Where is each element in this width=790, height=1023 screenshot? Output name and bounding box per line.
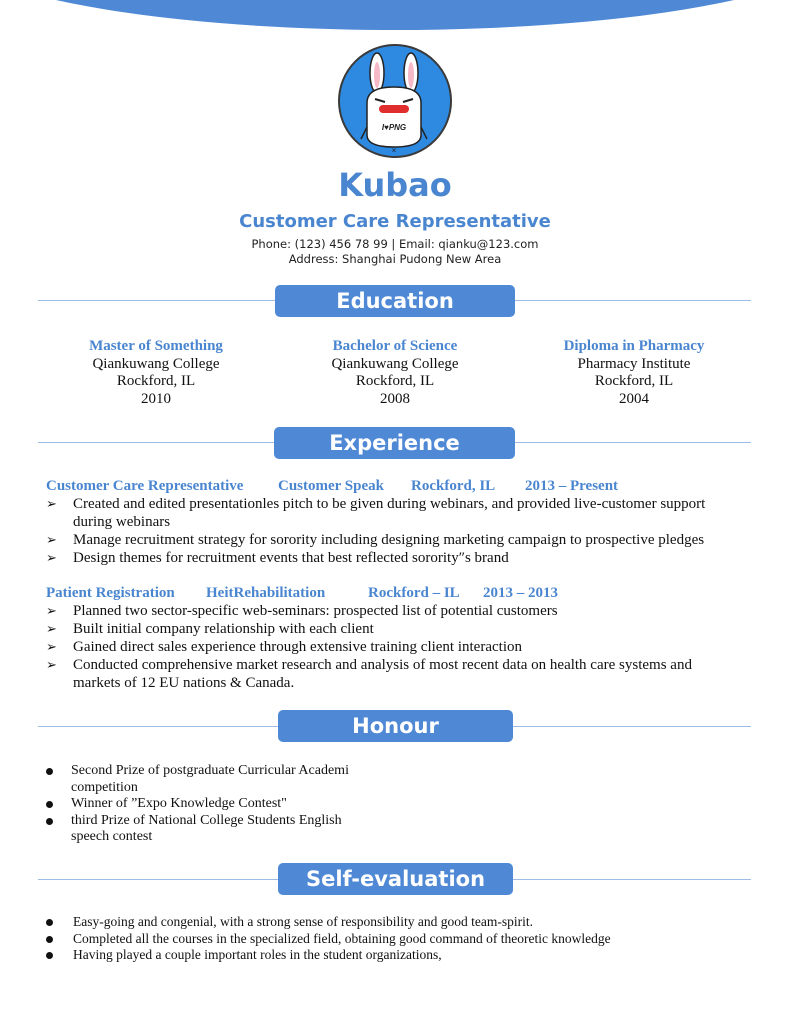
list-item: Completed all the courses in the specialized field, obtaining good command of theoretic knowledge [46, 931, 746, 948]
education-year: 2004 [619, 390, 649, 407]
bullet-dot-icon [46, 952, 53, 959]
candidate-name: Kubao [338, 166, 452, 204]
arrow-bullet-icon: ➢ [46, 496, 57, 511]
honour-list [46, 763, 366, 846]
education-location: Rockford, IL [355, 373, 435, 389]
education-degree: Bachelor of Science [332, 338, 458, 354]
job-location: Rockford – IL [368, 585, 460, 601]
arrow-bullet-icon: ➢ [46, 621, 57, 636]
self-evaluation-heading: Self-evaluation [278, 863, 513, 895]
job-company: Customer Speak [278, 478, 384, 494]
list-item: Winner of ”Expo Knowledge Contest" [46, 796, 366, 813]
address-line: Address: Shanghai Pudong New Area [288, 252, 502, 266]
job-header [46, 477, 746, 495]
education-location: Rockford, IL [594, 373, 674, 389]
education-location: Rockford, IL [116, 373, 196, 389]
job-role: Patient Registration [46, 585, 175, 601]
bullet-dot-icon [46, 801, 53, 808]
education-year: 2008 [380, 390, 410, 407]
education-school: Qiankuwang College [92, 355, 220, 372]
job-bullet-list [46, 602, 736, 692]
avatar-badge-text: I♥PNG [381, 123, 407, 132]
list-item: Easy-going and congenial, with a strong sense of responsibility and good team-spirit. [46, 914, 746, 931]
list-item: third Prize of National College Students English speech contest [46, 813, 366, 846]
experience-heading: Experience [274, 427, 515, 459]
avatar [337, 43, 453, 159]
list-item: ➢ Design themes for recruitment events that best reflected sorority″s brand [46, 550, 509, 566]
education-degree: Master of Something [89, 338, 223, 354]
avatar-mark-text: × [391, 146, 397, 155]
list-item: ➢ Manage recruitment strategy for sorority including designing marketing campaign to prospective pledges [46, 532, 705, 548]
arrow-bullet-icon: ➢ [46, 657, 57, 672]
list-item: Second Prize of postgraduate Curricular Academi competition [46, 763, 366, 796]
education-item [514, 338, 754, 408]
job-dates: 2013 – 2013 [483, 585, 558, 601]
honour-heading: Honour [278, 710, 513, 742]
list-item: ➢ Built initial company relationship with each client [46, 621, 374, 637]
bullet-dot-icon [46, 936, 53, 943]
bullet-dot-icon [46, 818, 53, 825]
education-item [275, 338, 515, 408]
job-bullet-list [46, 495, 736, 567]
education-item [36, 338, 276, 408]
job-role: Customer Care Representative [46, 478, 244, 494]
education-school: Pharmacy Institute [577, 355, 691, 372]
list-item: Having played a couple important roles in the student organizations, [46, 947, 746, 964]
job-header [46, 584, 746, 602]
arrow-bullet-icon: ➢ [46, 550, 57, 565]
header-banner [0, 0, 790, 30]
bullet-dot-icon [46, 768, 53, 775]
job-company: HeitRehabilitation [206, 585, 326, 601]
arrow-bullet-icon: ➢ [46, 603, 57, 618]
arrow-bullet-icon: ➢ [46, 532, 57, 547]
list-item: ➢ Conducted comprehensive market research and analysis of most recent data on health care systems and markets of 12 EU nations & Canada. [46, 657, 692, 691]
education-heading: Education [275, 285, 515, 317]
list-item: ➢ Created and edited presentationles pitch to be given during webinars, and provided live-customer support during webinars [46, 496, 706, 530]
job-title: Customer Care Representative [239, 211, 551, 232]
education-degree: Diploma in Pharmacy [563, 338, 705, 354]
education-year: 2010 [141, 390, 171, 407]
contact-line: Phone: (123) 456 78 99 | Email: qianku@123.com [251, 237, 539, 251]
self-evaluation-list [46, 914, 746, 964]
job-dates: 2013 – Present [525, 478, 619, 494]
job-location: Rockford, IL [411, 478, 496, 494]
list-item: ➢ Gained direct sales experience through extensive training client interaction [46, 639, 522, 655]
bullet-dot-icon [46, 919, 53, 926]
arrow-bullet-icon: ➢ [46, 639, 57, 654]
list-item: ➢ Planned two sector-specific web-seminars: prospected list of potential customers [46, 603, 558, 619]
education-school: Qiankuwang College [331, 355, 459, 372]
